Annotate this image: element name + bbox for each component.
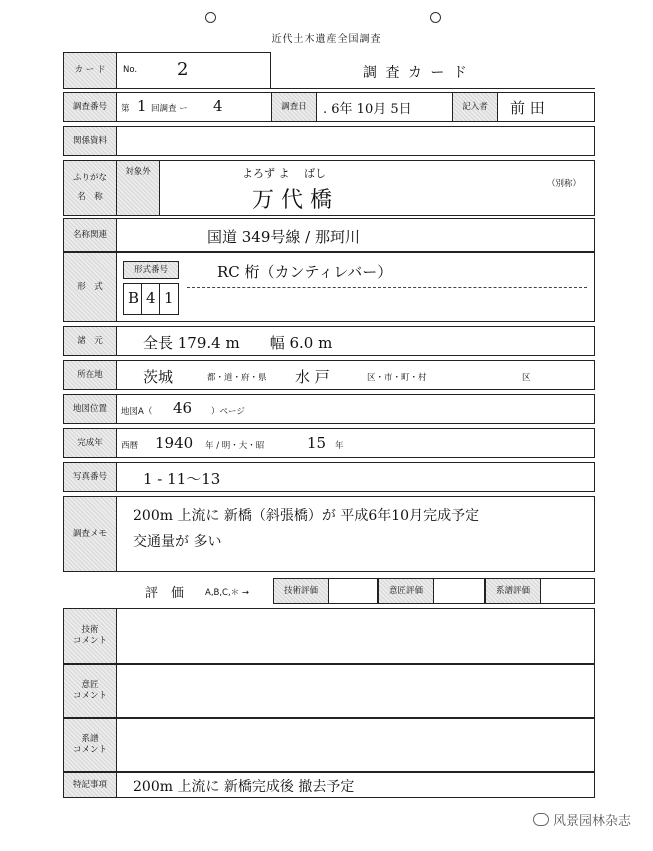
name-field[interactable] — [116, 160, 595, 216]
recorder-value: 前 田 — [510, 99, 545, 117]
map-field[interactable] — [116, 394, 595, 424]
furigana-label: ふりがな — [72, 173, 107, 184]
lineage-comment-label — [63, 718, 117, 772]
related-materials-field[interactable] — [116, 126, 595, 156]
completed-era: 年 / 明・大・昭 — [205, 441, 265, 451]
tech-comment-label-line-2: コメント — [72, 636, 107, 646]
watermark — [533, 810, 631, 829]
completed-field[interactable] — [116, 428, 595, 458]
form-code-box[interactable] — [123, 283, 179, 315]
memo-label: 調査メモ — [63, 496, 117, 572]
card-label: カ ー ド — [63, 52, 117, 89]
survey-round-value: 1 — [137, 97, 147, 115]
name-related-label: 名称関連 — [63, 218, 117, 252]
card-title: 調 査 カ ー ド — [363, 65, 469, 81]
tech-comment-field[interactable] — [116, 608, 595, 664]
map-prefix: 地図A（ — [121, 407, 153, 417]
evaluation-scale: A,B,C,＊ → — [205, 588, 250, 598]
lineage-evaluation-label: 系譜評価 — [485, 578, 541, 604]
memo-line-2: 交通量が 多い — [133, 534, 222, 550]
form-code-divider-2 — [159, 284, 160, 314]
location-city-value: 水 戸 — [295, 368, 330, 386]
location-ward-suffix: 区 — [522, 373, 531, 383]
form-code-digit-2: 4 — [146, 289, 156, 307]
furigana-value: よろず よ ばし — [242, 167, 326, 180]
notes-value: 200m 上流に 新橋完成後 撤去予定 — [133, 779, 355, 795]
survey-number-prefix: 第 — [121, 104, 130, 114]
lineage-comment-field[interactable] — [116, 718, 595, 772]
design-comment-label-line-2: コメント — [72, 691, 107, 701]
photo-field[interactable] — [116, 462, 595, 492]
tech-evaluation-input[interactable] — [328, 578, 378, 604]
no-label: No. — [123, 65, 138, 75]
tech-comment-label — [63, 608, 117, 664]
survey-card-form — [63, 52, 595, 798]
completed-label: 完成年 — [63, 428, 117, 458]
design-evaluation-input[interactable] — [433, 578, 485, 604]
location-prefecture-suffix: 都・道・府・県 — [207, 373, 267, 383]
map-page-value: 46 — [173, 399, 193, 417]
design-comment-field[interactable] — [116, 664, 595, 718]
name-related-field[interactable] — [116, 218, 595, 252]
alias-label: （別称） — [547, 179, 582, 189]
memo-line-1: 200m 上流に 新橋（斜張橋）が 平成6年10月完成予定 — [133, 508, 480, 524]
survey-title: 近代土木遺産全国調査 — [271, 34, 382, 45]
header-underline — [271, 88, 595, 89]
location-prefecture-value: 茨城 — [143, 368, 174, 386]
recorder-label: 記入者 — [452, 92, 498, 122]
binder-hole-left — [205, 12, 216, 23]
location-label: 所在地 — [63, 360, 117, 390]
lineage-comment-label-line-1: 系譜 — [81, 734, 99, 745]
lineage-evaluation-input[interactable] — [540, 578, 595, 604]
form-code-divider-1 — [141, 284, 142, 314]
map-label: 地図位置 — [63, 394, 117, 424]
tech-evaluation-label: 技術評価 — [273, 578, 329, 604]
specs-label: 諸 元 — [63, 326, 117, 356]
name-label: 名 称 — [77, 192, 103, 202]
design-comment-label-line-1: 意匠 — [81, 680, 99, 691]
completed-era-year-value: 15 — [307, 434, 327, 452]
form-code-label: 形式番号 — [123, 261, 179, 279]
form-field[interactable] — [116, 252, 595, 322]
name-related-value: 国道 349号線 / 那珂川 — [207, 228, 360, 246]
photo-value: 1 - 11～13 — [143, 470, 221, 488]
form-code-digit-3: 1 — [164, 289, 174, 307]
specs-value: 全長 179.4 m 幅 6.0 m — [143, 334, 333, 352]
watermark-text: 风景园林杂志 — [552, 814, 631, 829]
completed-year-value: 1940 — [155, 434, 194, 452]
survey-number-field[interactable] — [116, 92, 272, 122]
design-comment-label — [63, 664, 117, 718]
exclusion-tag: 対象外 — [116, 160, 160, 216]
completed-prefix: 西暦 — [121, 441, 139, 451]
map-suffix: ）ページ — [211, 407, 245, 417]
notes-label: 特記事項 — [63, 772, 117, 798]
form-value: RC 桁（カンティレバー） — [217, 263, 393, 281]
binder-hole-right — [430, 12, 441, 23]
survey-number-middle: 回調査 ー — [151, 104, 188, 114]
related-materials-label: 関係資料 — [63, 126, 117, 156]
survey-date-label: 調査日 — [271, 92, 317, 122]
location-city-suffix: 区・市・町・村 — [367, 373, 427, 383]
design-evaluation-label: 意匠評価 — [378, 578, 434, 604]
survey-date-value: . 6年 10月 5日 — [323, 102, 412, 117]
form-dashed-line — [187, 287, 587, 288]
lineage-comment-label-line-2: コメント — [72, 745, 107, 755]
form-label: 形 式 — [63, 252, 117, 322]
specs-field[interactable] — [116, 326, 595, 356]
survey-sequence-value: 4 — [213, 97, 223, 115]
furigana-name-label — [63, 160, 117, 216]
evaluation-label: 評 価 — [145, 586, 185, 601]
completed-suffix: 年 — [335, 441, 344, 451]
memo-field[interactable] — [116, 496, 595, 572]
form-code-digit-1: B — [128, 289, 140, 307]
card-number-value: 2 — [177, 59, 189, 80]
survey-date-field[interactable] — [316, 92, 453, 122]
location-field[interactable] — [116, 360, 595, 390]
photo-label: 写真番号 — [63, 462, 117, 492]
notes-field[interactable] — [116, 772, 595, 798]
wechat-icon — [533, 813, 549, 826]
tech-comment-label-line-1: 技術 — [81, 625, 99, 636]
bridge-name-value: 万 代 橋 — [252, 188, 332, 213]
card-number-field[interactable] — [116, 52, 271, 89]
recorder-field[interactable] — [497, 92, 595, 122]
survey-number-label: 調査番号 — [63, 92, 117, 122]
